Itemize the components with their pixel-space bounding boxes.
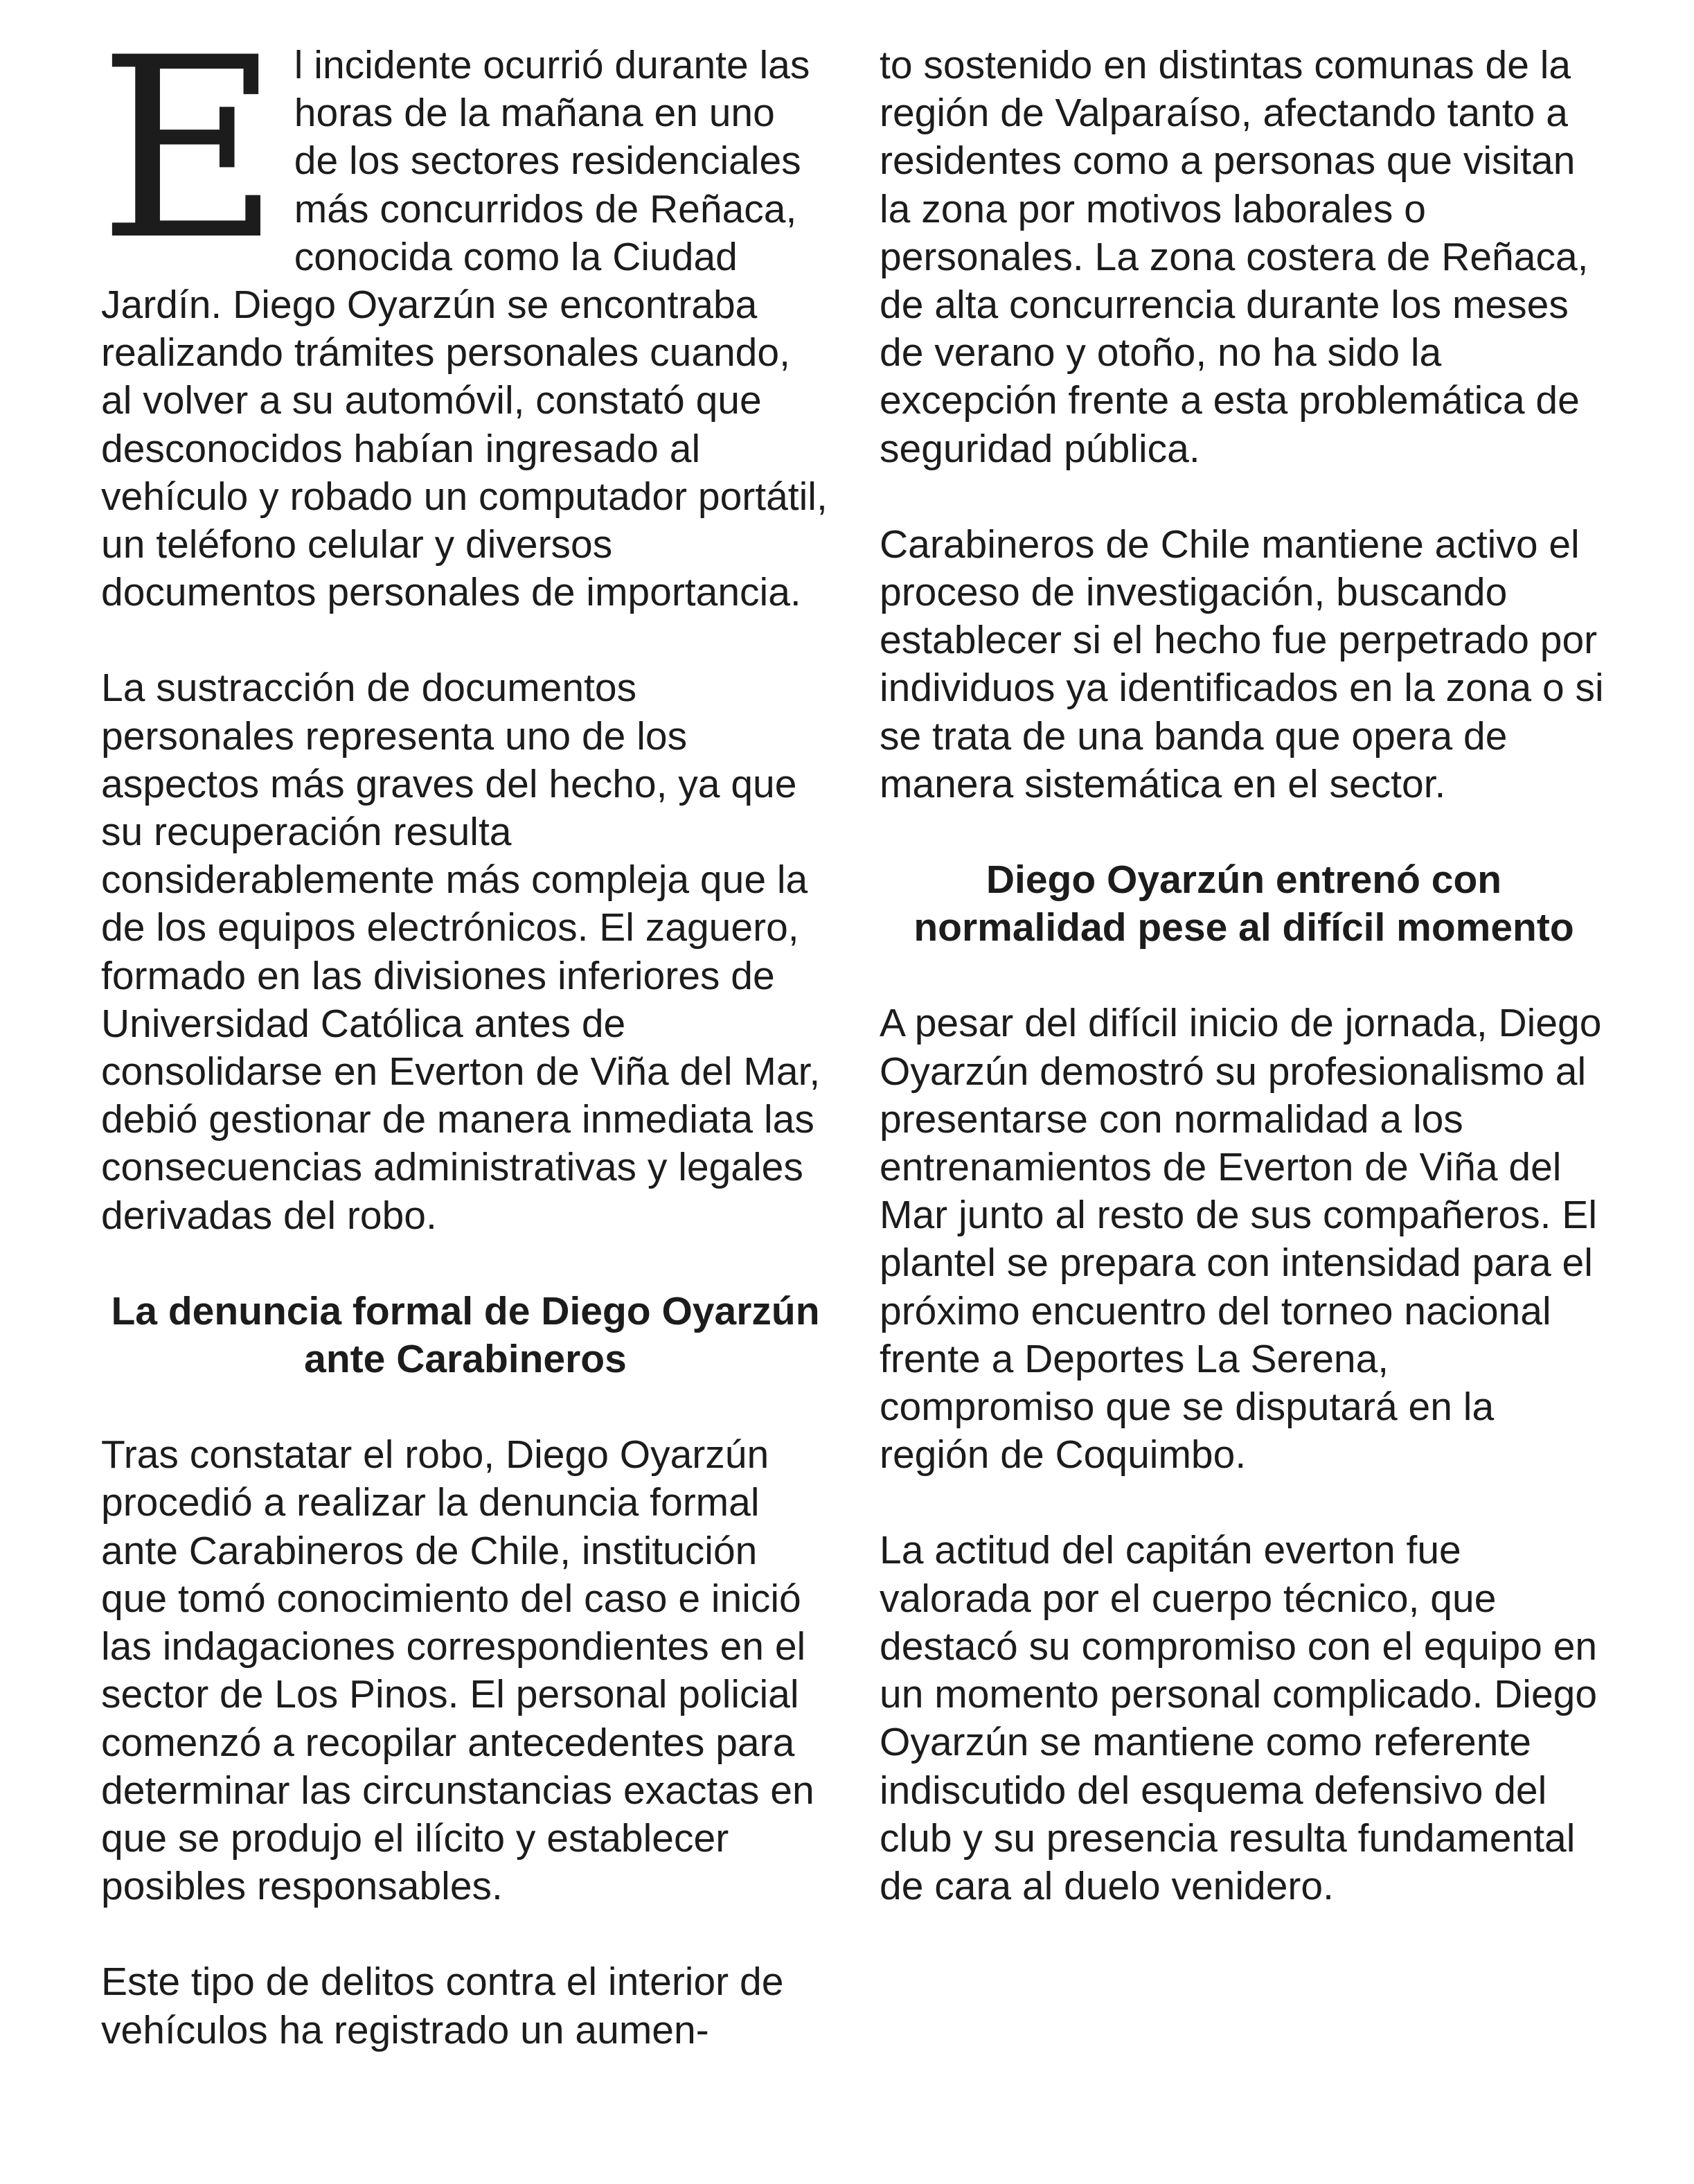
subheading-training: Diego Oyarzún entrenó con normalidad pese al difícil momento [913,858,1574,950]
subheading-denuncia: La denuncia formal de Diego Oyarzún ante Carabineros [111,1288,820,1382]
paragraph-captain-attitude: La actitud del capitán everton fue valorada por el cuerpo técnico, que destacó su compromiso con el equipo en un momento personal complicado. Diego Oyarzún se mantiene como referente indiscutido del esquema defensivo del club y su presencia resulta fundamental de cara al duelo venidero. [880,1528,1598,1908]
left-column [98,4,830,2054]
paragraph-training: A pesar del difícil inicio de jornada, Diego Oyarzún demostró su profesionalismo al presentarse con normalidad a los entrenamientos de Everton de Viña del Mar junto al resto de sus compañeros. El plantel se prepara con intensidad para el próximo encuentro del torneo nacional frente a Deportes La Serena, compromiso que se disputará en la región de Coquimbo. [880,1001,1602,1477]
drop-cap: E [98,4,280,294]
right-column [880,42,1608,1910]
paragraph-intro-text: l incidente ocurrió durante las horas de la mañana en uno de los sectores residenciales más concurridos de Reñaca, conocida como la Ciudad Jardín. Diego Oyarzún se encontraba realizando trámites personales cuando, al volver a su automóvil, constató que desconocidos habían ingresado al vehículo y robado un computador portátil, un teléfono celular y diversos documentos personales de importancia. [101,43,828,615]
paragraph-investigation: Carabineros de Chile mantiene activo el proceso de investigación, buscando establecer si el hecho fue perpetrado por individuos ya identificados en la zona o si se trata de una banda que opera de manera sistemática en el sector. [880,522,1604,806]
paragraph-document-theft: La sustracción de documentos personales representa uno de los aspectos más graves del hecho, ya que su recuperación resulta considerablemente más compleja que la de los equipos electrónicos. El zaguero, formado en las divisiones inferiores de Universidad Católica antes de consolidarse en Everton de Viña del Mar, debió gestionar de manera inmediata las consecuencias administrativas y legales derivadas del robo. [101,666,821,1238]
paragraph-crime-trend-start: Este tipo de delitos contra el interior de vehículos ha registrado un aumen- [101,1960,784,2052]
paragraph-crime-trend-cont: to sostenido en distintas comunas de la región de Valparaíso, afectando tanto a residentes como a personas que visitan la zona por motivos laborales o personales. La zona costera de Reñaca, de alta concurrencia durante los meses de verano y otoño, no ha sido la excepción frente a esta problemática de seguridad pública. [880,43,1589,471]
paragraph-police-report: Tras constatar el robo, Diego Oyarzún procedió a realizar la denuncia formal ante Carabineros de Chile, institución que tomó conocimiento del caso e inició las indagaciones correspondientes en el sector de Los Pinos. El personal policial comenzó a recopilar antecedentes para determinar las circunstancias exactas en que se produjo el ilícito y establecer posibles responsables. [101,1432,814,1909]
paragraph-intro [98,4,830,616]
